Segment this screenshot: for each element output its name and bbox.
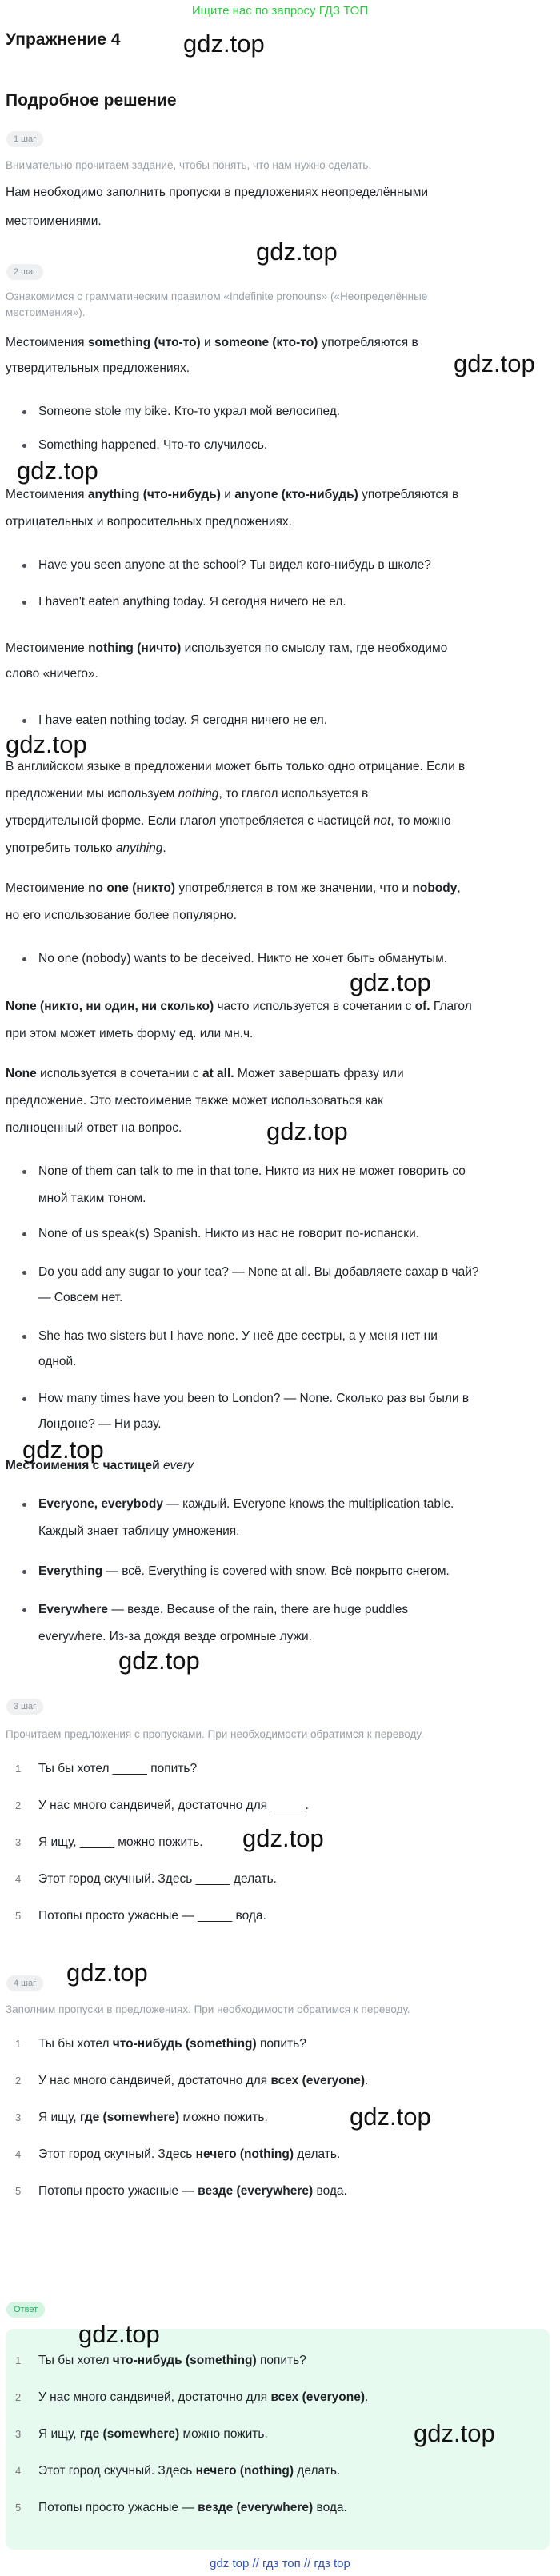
answer-word: везде (everywhere) (198, 2501, 314, 2514)
term-none: None (6, 1067, 37, 1080)
item-text: Потопы просто ужасные — _____ вода. (38, 1909, 266, 1923)
watermark: gdz.top (454, 349, 535, 377)
text: используется в сочетании с (36, 1067, 202, 1080)
text: употребить только (6, 841, 116, 855)
bullet-icon (22, 1170, 26, 1174)
footer-links[interactable]: gdz top // гдз топ // гдз top (210, 2557, 350, 2570)
item-number: 4 (15, 2148, 22, 2160)
text: употребляются в (318, 336, 418, 349)
text: можно пожить. (179, 2111, 268, 2124)
term-everyone: Everyone, everybody (38, 1497, 163, 1511)
text: Местоимения с частицей (6, 1459, 163, 1472)
item-text (38, 2388, 368, 2407)
step-badge-1: 1 шаг (6, 131, 43, 147)
example-item (38, 553, 542, 577)
item-number: 3 (15, 2428, 22, 2440)
term-anything-italic: anything (115, 841, 163, 855)
item-number: 2 (15, 2391, 22, 2403)
term-nothing-italic: nothing (178, 787, 219, 801)
answer-word: всех (everyone) (270, 2074, 365, 2087)
text: часто используется в сочетании с (214, 1000, 415, 1013)
top-search-link[interactable]: Ищите нас по запросу ГДЗ ТОП (191, 4, 369, 18)
answer-word: везде (everywhere) (198, 2184, 314, 2198)
term-nothing: nothing (ничто) (88, 641, 182, 655)
item-number: 3 (15, 1836, 22, 1848)
example-item-continued: Лондоне? — Ни разу. (38, 1417, 162, 1431)
text: Этот город скучный. Здесь (38, 2147, 196, 2161)
example-item (38, 709, 542, 733)
rule-none-at-all-line3: полноценный ответ на вопрос. (6, 1121, 182, 1135)
step-badge-4: 4 шаг (6, 1975, 43, 1991)
term-no-one: no one (никто) (88, 881, 176, 895)
example-item (38, 1324, 542, 1348)
rule-negation-line3 (6, 809, 538, 833)
bullet-icon (22, 444, 26, 448)
rule-noone-line1 (6, 877, 538, 901)
answer-word: что-нибудь (something) (112, 2354, 257, 2367)
section-title: Подробное решение (6, 91, 177, 110)
bullet-icon (22, 1397, 26, 1401)
term-every-italic: every (162, 1459, 194, 1472)
item-text: Этот город скучный. Здесь _____ делать. (38, 1872, 277, 1886)
rule-nothing-line2: слово «ничего». (6, 667, 98, 681)
item-number: 2 (15, 2075, 22, 2087)
text: . (364, 2074, 369, 2087)
item-text (38, 2035, 306, 2054)
rule-none-at-all-line1 (6, 1062, 538, 1086)
bullet-icon (22, 601, 26, 605)
every-item (38, 1598, 542, 1622)
rule-none-line2: при этом может иметь форму ед. или мн.ч. (6, 1027, 254, 1040)
every-heading (6, 1454, 538, 1478)
rule-anything-line1 (6, 483, 538, 507)
rule-noone-line2: но его использование более популярно. (6, 909, 238, 922)
example-item-continued: одной. (38, 1355, 77, 1368)
example-text: Someone stole my bike. Кто-то украл мой велосипед. (38, 405, 341, 418)
text: Местоимение (6, 881, 89, 895)
example-item (38, 1387, 542, 1411)
watermark: gdz.top (242, 1824, 324, 1852)
example-item-continued: мной таким тоном. (38, 1192, 146, 1205)
text: Местоимения (6, 488, 88, 501)
step1-text-line1: Нам необходимо заполнить пропуски в предложениях неопределёнными (6, 186, 429, 199)
step1-hint: Внимательно прочитаем задание, чтобы понять, что нам нужно сделать. (6, 159, 372, 171)
text: вода. (313, 2184, 347, 2198)
term-anything: anything (что-нибудь) (87, 488, 221, 501)
bullet-icon (22, 1271, 26, 1275)
example-text: Have you seen anyone at the school? Ты видел кого-нибудь в школе? (38, 558, 431, 572)
text: Ты бы хотел (38, 2037, 113, 2051)
bullet-icon (22, 719, 26, 723)
text: — всё. Everything is covered with snow. Всё покрыто снегом. (102, 1564, 450, 1578)
watermark: gdz.top (6, 730, 87, 758)
rule-anything-line2: отрицательных и вопросительных предложениях. (6, 515, 292, 529)
term-not-italic: not (373, 814, 391, 828)
bullet-icon (22, 1503, 26, 1507)
example-text: She has two sisters but I have none. У неё две сестры, а у меня нет ни (38, 1329, 438, 1343)
item-text: У нас много сандвичей, достаточно для _____. (38, 1799, 309, 1812)
rule-negation-line4 (6, 837, 538, 861)
every-item (38, 1560, 542, 1584)
rule-none-line1 (6, 995, 538, 1019)
bullet-icon (22, 1232, 26, 1236)
rule-something-line2: утвердительных предложениях. (6, 361, 190, 375)
example-text: None of us speak(s) Spanish. Никто из нас не говорит по-испански. (38, 1227, 420, 1240)
watermark: gdz.top (22, 1436, 104, 1464)
example-text: Do you add any sugar to your tea? — None at all. Вы добавляете сахар в чай? (38, 1265, 479, 1279)
example-text: None of them can talk to me in that tone. Никто из них не может говорить со (38, 1164, 466, 1178)
watermark: gdz.top (256, 238, 338, 266)
example-item-continued: — Совсем нет. (38, 1291, 123, 1304)
text: и (220, 488, 235, 501)
text: У нас много сандвичей, достаточно для (38, 2390, 271, 2404)
item-text (38, 2145, 340, 2164)
watermark: gdz.top (266, 1117, 348, 1145)
watermark: gdz.top (118, 1647, 200, 1675)
item-number: 5 (15, 2502, 22, 2514)
text: Ты бы хотел (38, 2354, 113, 2367)
every-item-continued: Каждый знает таблицу умножения. (38, 1524, 240, 1538)
every-item-continued: everywhere. Из-за дождя везде огромные лужи. (38, 1630, 312, 1643)
example-text: Something happened. Что-то случилось. (38, 438, 268, 452)
text: Этот город скучный. Здесь (38, 2464, 196, 2478)
watermark: gdz.top (350, 968, 431, 996)
answer-word: всех (everyone) (270, 2390, 365, 2404)
bullet-icon (22, 957, 26, 961)
text: употребляется в том же значении, что и (175, 881, 413, 895)
watermark: gdz.top (350, 2103, 431, 2131)
text: Я ищу, (38, 2427, 80, 2441)
bullet-icon (22, 1570, 26, 1574)
rule-negation-line2 (6, 782, 538, 806)
step4-hint: Заполним пропуски в предложениях. При необходимости обратимся к переводу. (6, 2003, 410, 2015)
item-text (38, 2351, 306, 2370)
text: попить? (256, 2354, 306, 2367)
example-text: How many times have you been to London? — None. Сколько раз вы были в (38, 1392, 470, 1405)
text: Местоимение (6, 641, 89, 655)
step2-hint-line2: местоимения»). (6, 306, 86, 318)
text: предложении мы используем (6, 787, 178, 801)
term-something: something (что-то) (87, 336, 201, 349)
answer-word: нечего (nothing) (195, 2147, 294, 2161)
text: Может завершать фразу или (234, 1067, 404, 1080)
text: . (162, 841, 166, 855)
watermark: gdz.top (414, 2419, 495, 2447)
every-item (38, 1492, 542, 1516)
text: вода. (313, 2501, 347, 2514)
item-text (38, 2108, 268, 2127)
example-item (38, 1160, 542, 1184)
bullet-icon (22, 410, 26, 414)
step2-hint-line1: Ознакомимся с грамматическим правилом «Indefinite pronouns» («Неопределённые (6, 290, 428, 302)
text: — везде. Because of the rain, there are huge puddles (108, 1603, 409, 1616)
text: Я ищу, (38, 2111, 80, 2124)
text: утвердительной форме. Если глагол употребляется с частицей (6, 814, 374, 828)
item-text (38, 2462, 340, 2481)
text: , то глагол используется в (218, 787, 369, 801)
text: используется по смыслу там, где необходимо (181, 641, 448, 655)
text: Потопы просто ужасные — (38, 2184, 198, 2198)
answer-badge: Ответ (6, 2302, 45, 2318)
text: делать. (293, 2147, 341, 2161)
term-nobody: nobody (412, 881, 458, 895)
text: Местоимения (6, 336, 88, 349)
item-text: Ты бы хотел _____ попить? (38, 1762, 198, 1775)
text: У нас много сандвичей, достаточно для (38, 2074, 271, 2087)
answer-word: где (somewhere) (79, 2427, 180, 2441)
step1-text-line2: местоимениями. (6, 214, 102, 228)
term-everywhere: Everywhere (38, 1603, 109, 1616)
rule-nothing-line1 (6, 637, 538, 661)
bullet-icon (22, 1608, 26, 1612)
text: Глагол (430, 1000, 472, 1013)
item-text (38, 2071, 368, 2091)
text: Потопы просто ужасные — (38, 2501, 198, 2514)
example-text: I haven't eaten anything today. Я сегодня ничего не ел. (38, 595, 346, 609)
term-none: None (никто, ни один, ни сколько) (6, 1000, 214, 1013)
item-number: 2 (15, 1799, 22, 1811)
watermark: gdz.top (183, 30, 265, 58)
example-item (38, 590, 542, 614)
item-number: 4 (15, 1873, 22, 1885)
term-anyone: anyone (кто-нибудь) (234, 488, 358, 501)
example-item (38, 1260, 542, 1284)
item-number: 1 (15, 1763, 22, 1775)
item-text (38, 2182, 347, 2201)
watermark: gdz.top (78, 2320, 160, 2348)
text: , то можно (390, 814, 451, 828)
bullet-icon (22, 1335, 26, 1339)
text: употребляются в (358, 488, 459, 501)
text: , (457, 881, 461, 895)
example-text: I have eaten nothing today. Я сегодня ничего не ел. (38, 713, 328, 727)
step3-hint: Прочитаем предложения с пропусками. При необходимости обратимся к переводу. (6, 1728, 424, 1740)
term-at-all: at all. (202, 1067, 234, 1080)
answer-word: где (somewhere) (79, 2111, 180, 2124)
step-badge-2: 2 шаг (6, 264, 43, 280)
example-item (38, 1222, 542, 1246)
rule-negation-line1: В английском языке в предложении может быть только одно отрицание. Если в (6, 760, 466, 773)
item-text: Я ищу, _____ можно пожить. (38, 1835, 203, 1849)
answer-word: что-нибудь (something) (112, 2037, 257, 2051)
item-number: 1 (15, 2354, 22, 2366)
example-item (38, 433, 542, 457)
text: можно пожить. (179, 2427, 268, 2441)
watermark: gdz.top (66, 1959, 148, 1987)
item-number: 4 (15, 2465, 22, 2477)
text: попить? (256, 2037, 306, 2051)
text: делать. (293, 2464, 341, 2478)
text: и (200, 336, 215, 349)
item-number: 5 (15, 1910, 22, 1922)
example-text: No one (nobody) wants to be deceived. Никто не хочет быть обманутым. (38, 952, 448, 965)
example-item (38, 947, 542, 971)
item-number: 3 (15, 2111, 22, 2123)
step-badge-3: 3 шаг (6, 1699, 43, 1715)
bullet-icon (22, 564, 26, 568)
text: . (364, 2390, 369, 2404)
rule-none-at-all-line2: предложение. Это местоимение также может использоваться как (6, 1094, 383, 1108)
text: — каждый. Everyone knows the multiplication table. (162, 1497, 454, 1511)
watermark: gdz.top (17, 457, 98, 485)
item-text (38, 2425, 268, 2444)
page-title: Упражнение 4 (6, 30, 121, 49)
term-of: of. (414, 1000, 430, 1013)
term-everything: Everything (38, 1564, 103, 1578)
item-number: 1 (15, 2038, 22, 2050)
term-someone: someone (кто-то) (214, 336, 318, 349)
example-item (38, 400, 542, 424)
answer-word: нечего (nothing) (195, 2464, 294, 2478)
item-number: 5 (15, 2185, 22, 2197)
item-text (38, 2498, 347, 2518)
